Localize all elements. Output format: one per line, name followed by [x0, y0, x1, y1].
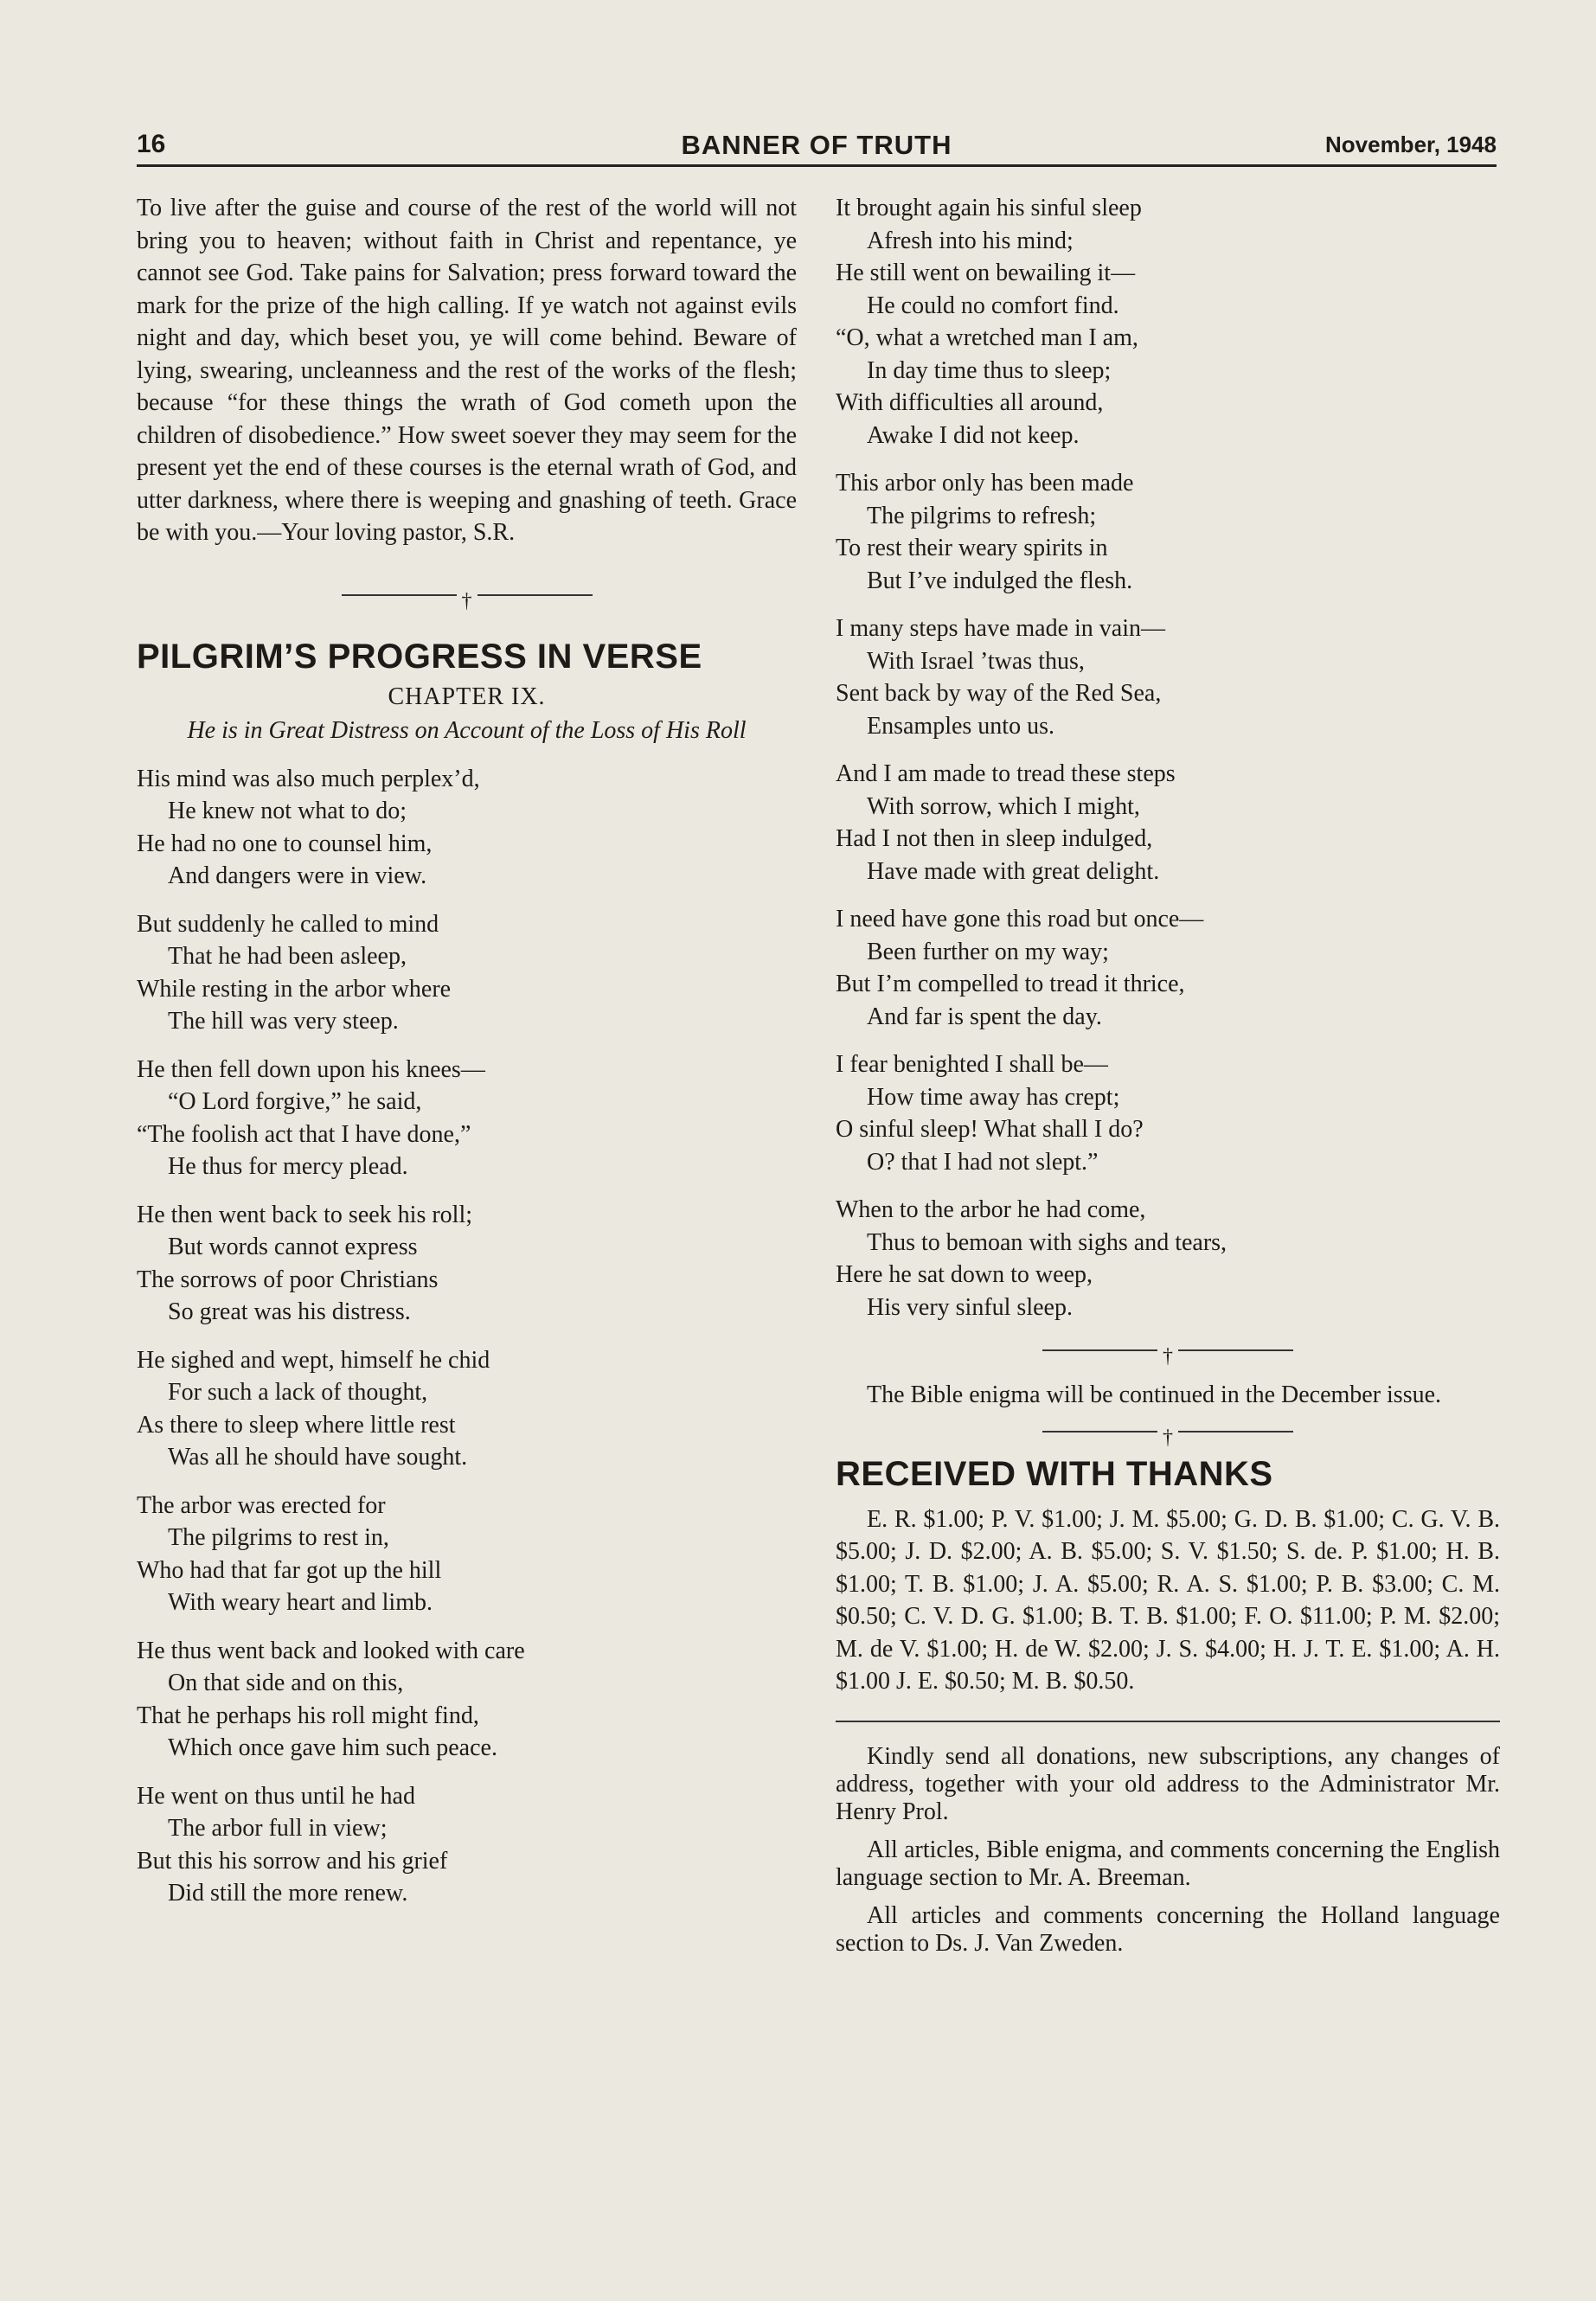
poem-line: Thus to bemoan with sighs and tears, [867, 1228, 1227, 1256]
poem-line: In day time thus to sleep; [867, 356, 1112, 384]
issue-date: November, 1948 [1324, 131, 1497, 157]
poem-title: PILGRIM’S PROGRESS IN VERSE [137, 637, 702, 676]
poem-line: He went on thus until he had [137, 1782, 415, 1810]
right-column [836, 192, 1500, 1968]
poem-stanza [137, 1635, 797, 1765]
poem-line: He then went back to seek his roll; [137, 1201, 473, 1228]
poem-line: He then fell down upon his knees— [137, 1055, 485, 1083]
poem-line: He knew not what to do; [168, 798, 407, 824]
poem-line: But this his sorrow and his grief [137, 1847, 448, 1875]
poem-line: “The foolish act that I have done,” [137, 1120, 471, 1148]
poem-line: He could no comfort find. [867, 292, 1119, 319]
poem-stanzas-left [137, 763, 797, 1910]
poem-line: On that side and on this, [168, 1670, 404, 1696]
poem-line: The sorrows of poor Christians [137, 1266, 439, 1293]
poem-line: “O, what a wretched man I am, [836, 324, 1138, 351]
page-header [137, 128, 1497, 167]
poem-line: He thus for mercy plead. [168, 1153, 408, 1180]
poem-line: Ensamples unto us. [867, 712, 1054, 740]
poem-line: For such a lack of thought, [168, 1379, 428, 1406]
poem-line: As there to sleep where little rest [137, 1411, 456, 1439]
poem-line: With Israel ’twas thus, [867, 647, 1085, 675]
poem-line: Sent back by way of the Red Sea, [836, 680, 1162, 707]
poem-chapter: CHAPTER IX. [388, 683, 546, 710]
poem-line: The pilgrims to refresh; [867, 502, 1097, 529]
poem-line: Had I not then in sleep indulged, [836, 825, 1153, 852]
notice-holland-section: All articles and comments concerning the Holland language section to Ds. J. Van Zweden. [836, 1901, 1500, 1957]
poem-stanza [137, 908, 797, 1038]
poem-line: But suddenly he called to mind [137, 910, 439, 938]
poem-line: He still went on bewailing it— [836, 260, 1136, 286]
poem-line: With difficulties all around, [836, 389, 1104, 416]
cross-ornament: † [457, 591, 478, 612]
poem-line: Which once gave him such peace. [168, 1734, 497, 1761]
publication-title: BANNER OF TRUTH [681, 130, 952, 160]
section-divider [836, 1420, 1500, 1449]
poem-line: I fear benighted I shall be— [836, 1051, 1108, 1078]
letter-paragraph: To live after the guise and course of the rest of the world will not bring you to heaven; without faith in Christ and repentance, ye cannot see God. Take pains for Salvation; press forward toward the mark for the prize of the high calling. If ye watch not against evils night and day, which beset you, ye will come behind. Beware of lying, swearing, uncleanness and the rest of the works of the flesh; because “for these things the wrath of God cometh upon the children of disobedience.” How sweet soever they may seem for the present yet the end of these courses is the eternal wrath of God, and utter darkness, where there is weeping and gnashing of teeth. Grace be with you.—Your loving pastor, S.R. [137, 195, 797, 546]
poem-line: But words cannot express [168, 1234, 418, 1260]
enigma-note: The Bible enigma will be continued in the December issue. [867, 1381, 1442, 1408]
poem-line: And far is spent the day. [867, 1003, 1102, 1030]
poem-stanza [137, 1780, 797, 1910]
poem-line: That he perhaps his roll might find, [137, 1702, 479, 1729]
poem-line: With sorrow, which I might, [867, 792, 1140, 820]
poem-line: While resting in the arbor where [137, 975, 452, 1003]
poem-line: O sinful sleep! What shall I do? [836, 1116, 1144, 1143]
left-column [137, 192, 797, 1926]
poem-stanza [137, 763, 797, 893]
section-divider [836, 1339, 1500, 1368]
poem-line: The arbor full in view; [168, 1815, 388, 1842]
poem-line: I need have gone this road but once— [836, 906, 1204, 933]
poem-line: Did still the more renew. [168, 1880, 408, 1907]
poem-line: The pilgrims to rest in, [168, 1524, 389, 1551]
poem-line: He had no one to counsel him, [137, 830, 433, 857]
received-title: RECEIVED WITH THANKS [836, 1454, 1273, 1493]
poem-line: The arbor was erected for [137, 1491, 386, 1519]
poem-line: So great was his distress. [168, 1298, 411, 1325]
poem-line: That he had been asleep, [168, 943, 407, 970]
poem-line: O? that I had not slept.” [867, 1148, 1099, 1176]
poem-stanza [137, 1054, 797, 1183]
poem-line: And dangers were in view. [168, 862, 427, 889]
section-divider [137, 584, 797, 612]
received-section [836, 1453, 1500, 1698]
poem-stanza [836, 1194, 1500, 1324]
poem-line: Have made with great delight. [867, 857, 1160, 885]
divider-rule [836, 1721, 1500, 1722]
poem-line: This arbor only has been made [836, 470, 1134, 497]
poem-stanza [137, 1199, 797, 1329]
poem-line: With weary heart and limb. [168, 1589, 433, 1616]
poem-stanzas-right [836, 192, 1500, 1324]
poem-line: He thus went back and looked with care [137, 1637, 525, 1664]
poem-line: Here he sat down to weep, [836, 1261, 1093, 1288]
notice-donations: Kindly send all donations, new subscriptions, any changes of address, together with your old address to the Administrator Mr. Henry Prol. [836, 1742, 1500, 1825]
poem-line: The hill was very steep. [168, 1008, 399, 1035]
poem-line: To rest their weary spirits in [836, 535, 1108, 561]
poem-line: Awake I did not keep. [867, 421, 1080, 449]
poem-line: He sighed and wept, himself he chid [137, 1346, 490, 1374]
poem-line: It brought again his sinful sleep [836, 195, 1142, 221]
poem-stanza [836, 467, 1500, 597]
poem-stanza [137, 1344, 797, 1474]
poem-stanza [836, 192, 1500, 452]
poem-stanza [836, 758, 1500, 888]
poem-line: His very sinful sleep. [867, 1293, 1073, 1321]
poem-line: His mind was also much perplex’d, [137, 765, 480, 792]
poem-stanza [836, 1048, 1500, 1178]
poem-line: And I am made to tread these steps [836, 760, 1176, 787]
poem-line: But I’m compelled to tread it thrice, [836, 971, 1185, 997]
notice-english-section: All articles, Bible enigma, and comments concerning the English language section to Mr. A. Breeman. [836, 1836, 1500, 1891]
poem-stanza [137, 1490, 797, 1619]
poem-subtitle: He is in Great Distress on Account of the Loss of His Roll [187, 717, 747, 744]
cross-ornament: † [1157, 1427, 1178, 1448]
poem-line: How time away has crept; [867, 1083, 1120, 1111]
poem-line: Was all he should have sought. [168, 1444, 468, 1471]
poem-line: When to the arbor he had come, [836, 1196, 1146, 1223]
cross-ornament: † [1157, 1346, 1178, 1367]
poem-line: I many steps have made in vain— [836, 615, 1166, 642]
poem-line: Afresh into his mind; [867, 227, 1074, 254]
page-number: 16 [137, 130, 166, 158]
poem-line: But I’ve indulged the flesh. [867, 567, 1133, 594]
donation-list: E. R. $1.00; P. V. $1.00; J. M. $5.00; G. D. B. $1.00; C. G. V. B. $5.00; J. D. $2.00; A. B. $5.00; S. V. $1.50; S. de. P. $1.00; H. B. $1.00; T. B. $1.00; J. A. $5.00; R. A. S. $1.00; P. B. $3.00; C. M. $0.50; C. V. D. G. $1.00; B. T. B. $1.00; F. O. $11.00; P. M. $2.00; M. de V. $1.00; H. de W. $2.00; J. S. $4.00; H. J. T. E. $1.00; A. H. $1.00 J. E. $0.50; M. B. $0.50. [836, 1505, 1500, 1695]
poem-stanza [836, 612, 1500, 742]
poem-line: “O Lord forgive,” he said, [168, 1088, 422, 1115]
poem-line: Who had that far got up the hill [137, 1556, 442, 1584]
poem-stanza [836, 903, 1500, 1033]
poem-line: Been further on my way; [867, 938, 1109, 965]
